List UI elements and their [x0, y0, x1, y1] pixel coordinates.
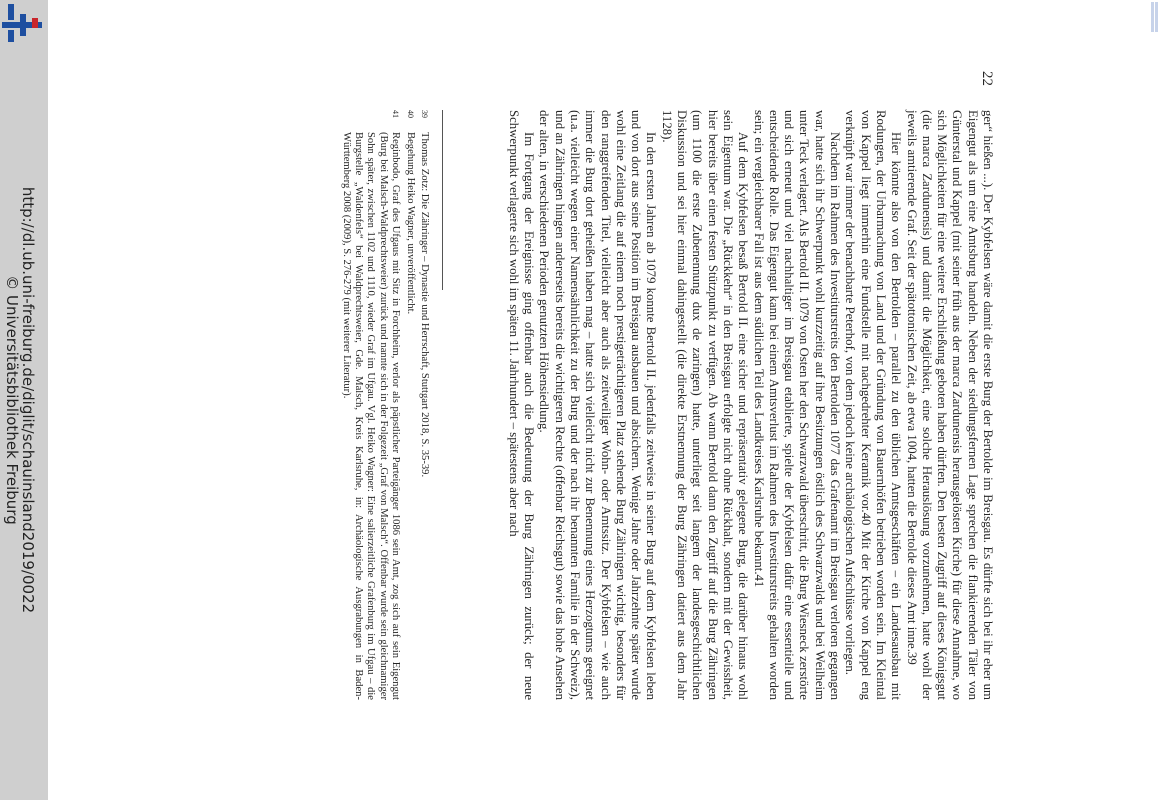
rotated-page-content	[125, 71, 995, 725]
paragraph: ger“ hießen ...). Der Kybfelsen wäre damit die erste Burg der Bertolde im Breisgau. Es dürfte sich bei ihr eher um Eigengut als um eine Amtsburg handeln. Neben der siedlungsfernen Lage sprechen die flankierenden Täler von Günterstal und Kappel (mit seiner früh aus der marca Zardunensis herausgelösten Kirche) für diese Annahme, wo sich Möglichkeiten für eine weitere Erschließung geboten haben dürften. Den besten Zugriff auf dieses Königsgut (die marca Zardunensis) und damit die Möglichkeit, eine solche Herauslösung vorzunehmen, hatte wohl der jeweils amtierende Graf. Seit der spätottonischen Zeit, ab etwa 1004, hatten die Bertolde dieses Amt inne.39	[904, 110, 995, 700]
footnote-number: 40	[405, 110, 415, 118]
footnote-number: 41	[391, 110, 401, 118]
footnote-number: 39	[420, 110, 429, 118]
footnote-text: Begehung Heiko Wagner, unveröffentlicht.	[404, 132, 416, 315]
paragraph: Hier könnte also von den Bertolden – parallel zu den üblichen Amtsgeschäften – ein Landesausbau mit Rodungen, der Urbarmachung von Land und der Gründung von Bauernhöfen betrieben worden sein. Im Kleintal von Kappel liegt immerhin eine Fundstelle mit nachgedrehter Keramik vor.40 Mit der Kirche von Kappel eng verknüpft war immer der benachbarte Peterhof, von dem jedoch keine archäologischen Aufschlüsse vorliegen.	[843, 110, 904, 700]
viewer-url[interactable]: http://dl.ub.uni-freiburg.de/diglit/schauinsland2019/0022	[19, 186, 37, 614]
footnote	[339, 110, 401, 700]
page-number: 22	[979, 71, 995, 86]
copyright-notice: © Universitätsbibliothek Freiburg	[3, 275, 21, 525]
paragraph: Nachdem im Rahmen des Investiturstreits den Bertolden 1077 das Grafenamt im Breisgau verloren gegangen war, hatte sich ihr Schwerpunkt wohl kurzzeitig auf ihre Besitzungen östlich des Schwarzwalds und bei Weilheim unter Teck verlagert. Als Bertold II. 1079 von Osten her den Schwarzwald überschritt, die Burg Wiesneck zerstörte und sich erneut und viel nachhaltiger im Breisgau etablierte, spielte der Kybfelsen dafür eine essentielle und entscheidende Rolle. Das Eigengut kann bei einem Amtsverlust im Rahmen des Investiturstreits gehalten worden sein; ein vergleichbarer Fall ist aus dem südlichen Teil des Landkreises Karlsruhe bekannt.41	[751, 110, 843, 700]
paragraph: Im Fortgang der Ereignisse ging offenbar auch die Bedeutung der Burg Zähringen zurück; der neue Schwerpunkt verlagerte sich wohl im späten 11. Jahrhundert – spätestens aber nach	[506, 110, 537, 700]
paragraph: In den ersten Jahren ab 1079 konnte Bertold II. jedenfalls zeitweise in seiner Burg auf dem Kybfelsen leben und von dort aus seine Position im Breisgau ausbauen und absichern. Wenige Jahre oder Jahrzehnte später wurde wohl eine Zeitlang die auf einem noch prestigeträchtigeren Platz stehende Burg Zähringen wichtig, besonders für den ranggreifenden Titel, vielleicht aber auch als zeitweiliger Wohn- oder Amtssitz. Der Kybfelsen – wie auch immer die Burg dort geheißen haben mag – hatte sich vielleicht nicht zur Benennung eines Herzogtums geeignet (u.a. vielleicht wegen einer Namensähnlichkeit zu der Burg und der nach ihr benannten Familie in der Schweiz), und an Zähringen hingen andererseits bereits die wichtigeren Rechte (offenbar Reichsgut) sowie das hohe Ansehen der alten, in verschiedenen Perioden genutzten Höhensiedlung.	[537, 110, 659, 700]
footnotes	[337, 110, 430, 700]
footnote-text: Thomas Zotz: Die Zähringer – Dynastie und Herrschaft, Stuttgart 2018, S. 35-39.	[419, 132, 430, 478]
footnote	[403, 110, 415, 700]
body-text	[506, 110, 996, 700]
footnote-text: Reginbodo, Graf des Ufgaus mit Sitz in Forchheim, verlor als päpstlicher Parteigänger 1086 sein Amt, zog sich auf sein Eigengut (Burg bei Malsch-Waldprechtsweier) zurück und nannte sich in der Folgezeit „Graf von Malsch“. Offenbar wurde sein gleichnamiger Sohn später, zwischen 1102 und 1110, wieder Graf im Ufgau. Vgl. Heiko Wagner: Eine salierzeitliche Grafenburg im Ufgau – die Burgstelle „Waldenfels“ bei Waldprechtsweier, Gde. Malsch, Kreis Karlsruhe, in: Archäologische Ausgrabungen in Baden-Württemberg 2008 (2009), S. 276-279 (mit weiterer Literatur).	[340, 132, 402, 700]
paragraph: Auf dem Kybfelsen besaß Bertold II. eine sicher und repräsentativ gelegene Burg, die darüber hinaus wohl sein Eigentum war. Die „Rückkehr“ in den Breisgau erfolgte nicht ohne Rückhalt, sondern mit der Gewissheit, hier bereits über einen festen Stützpunkt zu verfügen. Ab wann Bertold dann den Zugriff auf die Burg Zähringen (um 1100 die erste Zubenennung dux de zaringen) hatte, unterliegt seit langem der landesgeschichtlichen Diskussion und sei hier einmal dahingestellt (die direkte Erstnennung der Burg Zähringen datiert aus dem Jahr 1128).	[659, 110, 751, 700]
footnote-divider	[442, 110, 443, 290]
footnote	[418, 110, 430, 700]
